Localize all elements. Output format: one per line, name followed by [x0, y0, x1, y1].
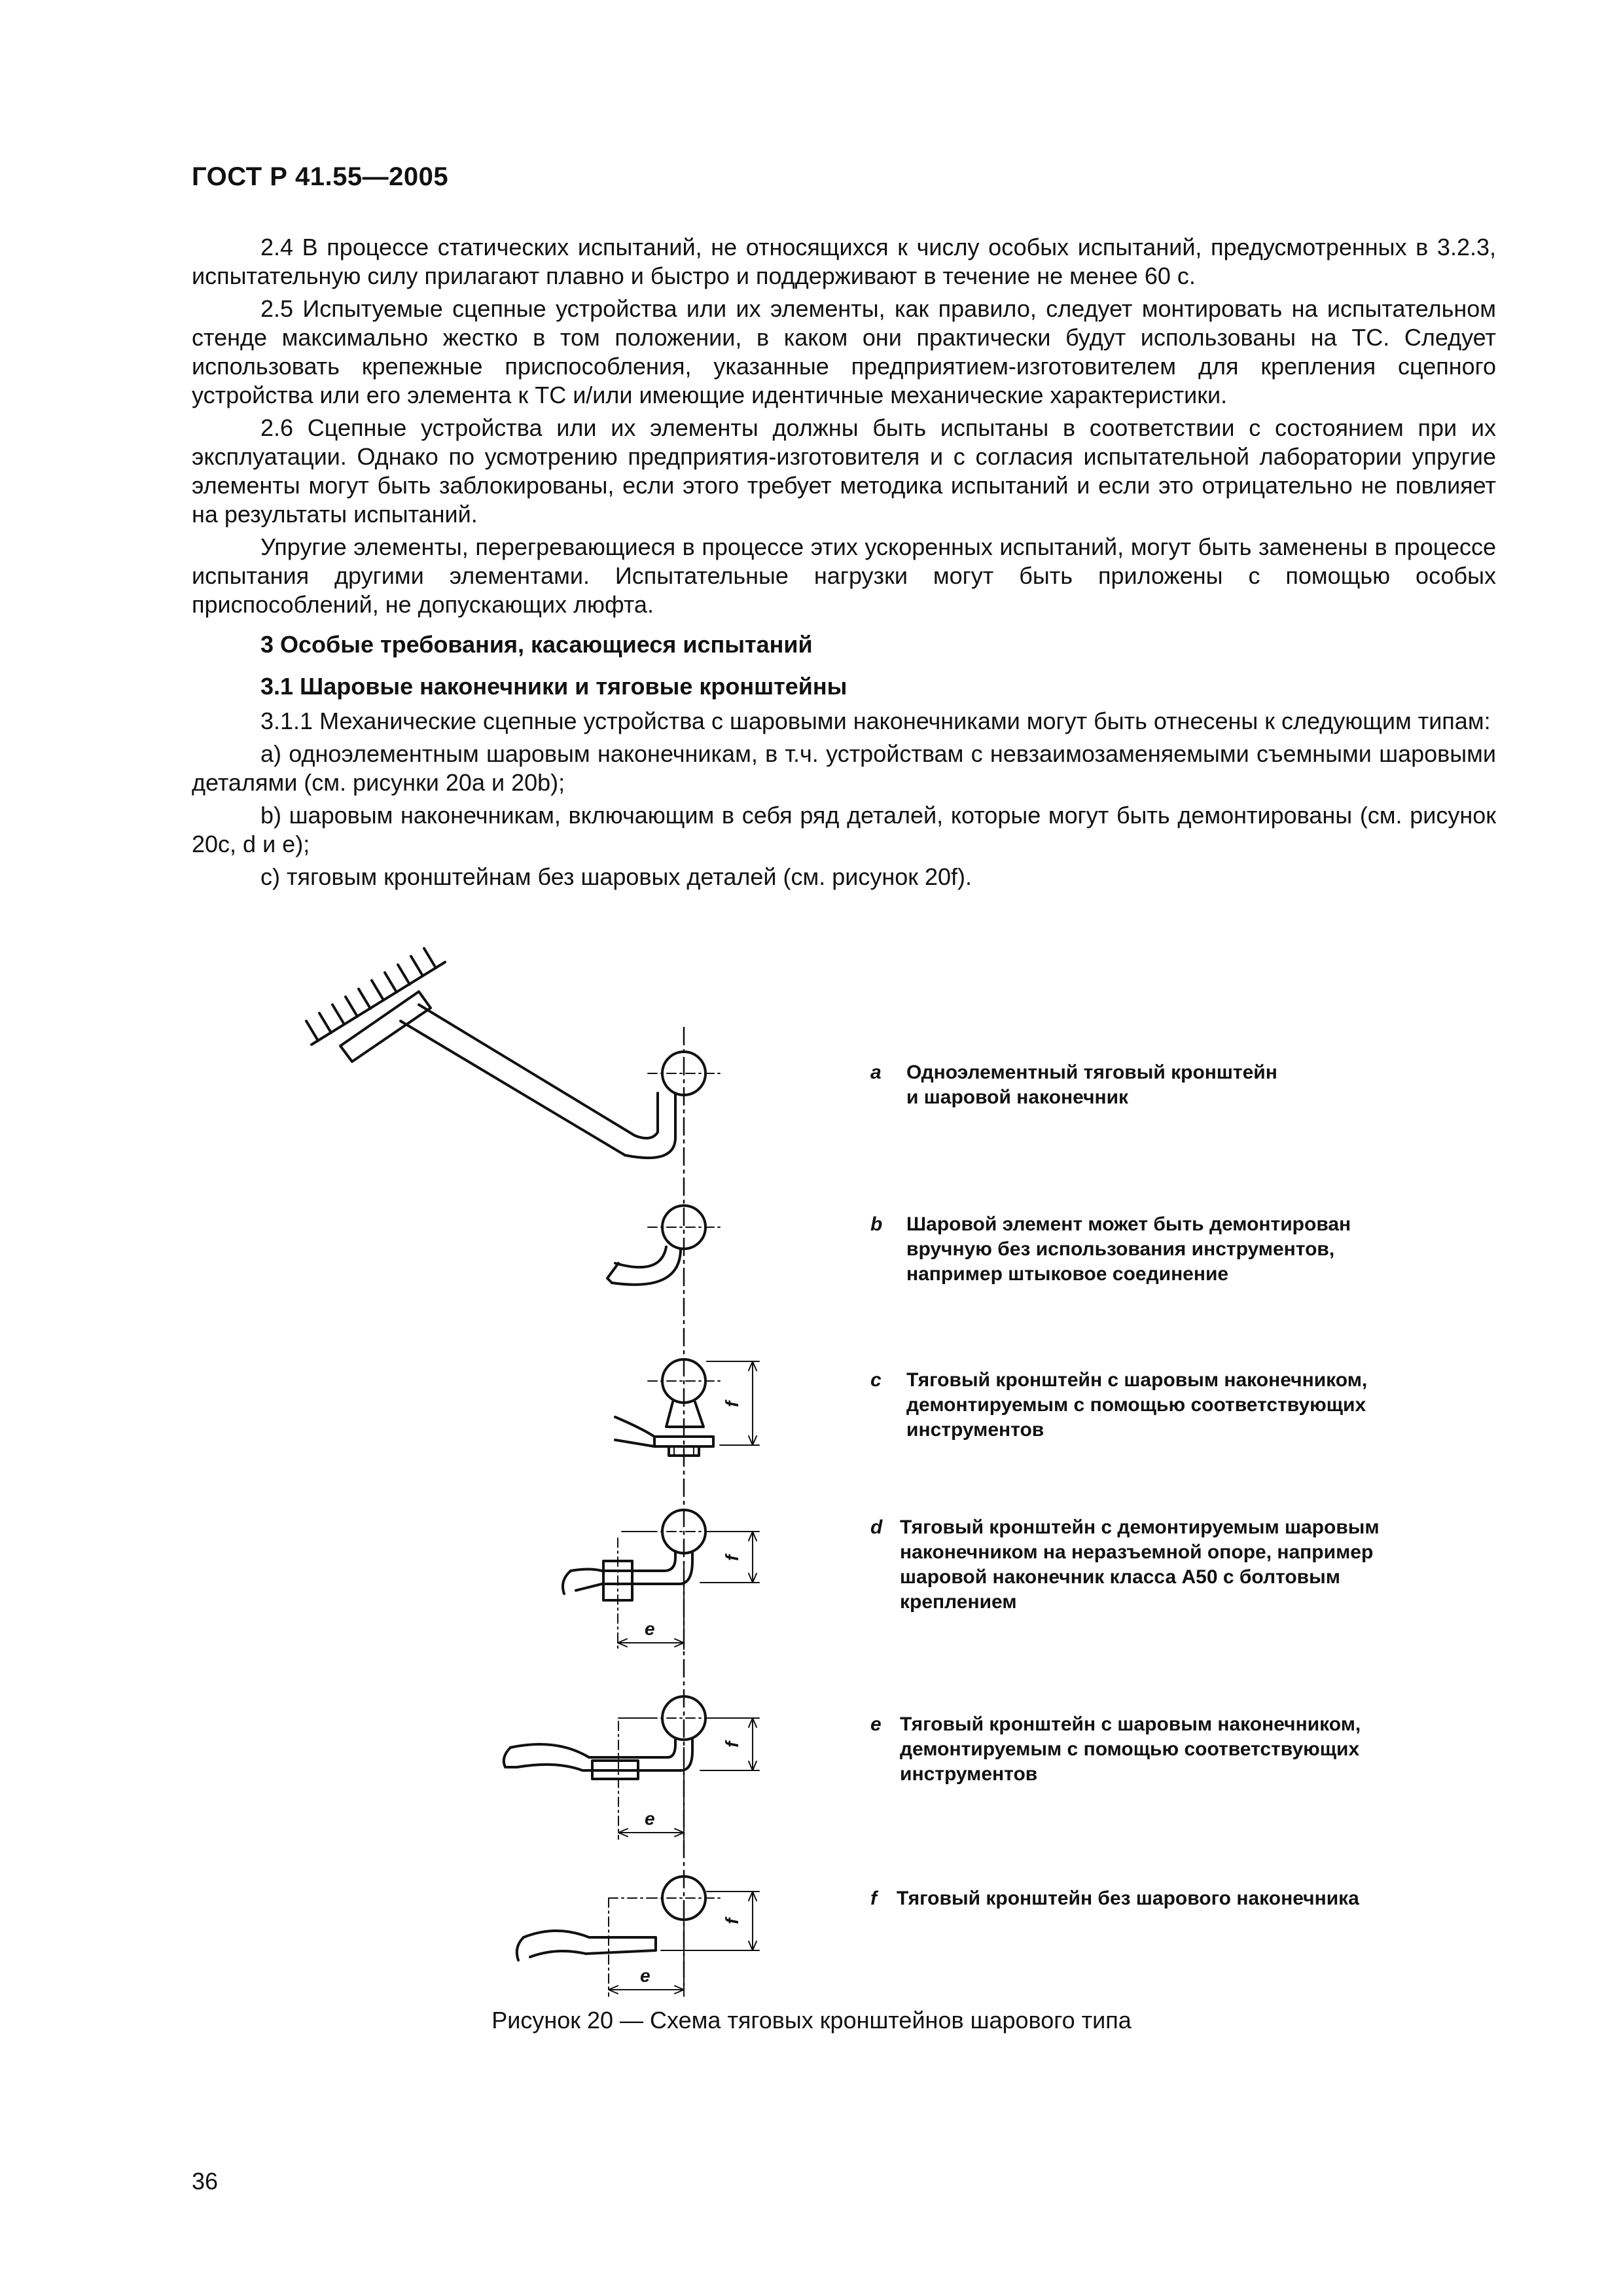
dim-label-f-c: f	[722, 1401, 742, 1407]
dim-label-e-e: e	[645, 1808, 655, 1829]
figure-drawing	[0, 916, 1623, 2042]
figure-caption: Рисунок 20 — Схема тяговых кронштейнов шарового типа	[491, 2007, 1132, 2034]
caption-e: e Тяговый кронштейн с шаровым наконечником, демонтируемым с помощью соответствующих инструментов	[870, 1713, 1361, 1785]
figure-20	[0, 916, 1623, 2042]
caption-a: a Одноэлементный тяговый кронштейн и шаровой наконечник	[870, 1062, 1277, 1108]
paragraph-2-4: 2.4 В процессе статических испытаний, не относящихся к числу особых испытаний, предусмотренных в 3.2.3, испытательную силу прилагают плавно и быстро и поддерживают в течение не менее 60 с.	[192, 234, 1496, 289]
drawing-e	[504, 1696, 759, 1839]
caption-f: f Тяговый кронштейн без шарового наконечника	[870, 1888, 1359, 1909]
body-text	[192, 233, 1496, 891]
paragraph-2-5: 2.5 Испытуемые сцепные устройства или их элементы, как правило, следует монтировать на испытательном стенде максимально жестко в том положении, в каком они практически будут использованы на ТС. Следует использовать крепежные приспособления, указанные предприятием-изготовителем для крепления сцепного устройства или его элемента к ТС и/или имеющие идентичные механические характеристики.	[192, 295, 1496, 408]
list-item-b: b) шаровым наконечникам, включающим в себя ряд деталей, которые могут быть демонтированы (см. рисунок 20c, d и e);	[192, 802, 1496, 857]
page-number: 36	[192, 2168, 219, 2195]
document-header: ГОСТ Р 41.55—2005	[192, 162, 449, 191]
list-item-a: a) одноэлементным шаровым наконечникам, в т.ч. устройствам с невзаимозаменяемыми съемными шаровыми деталями (см. рисунки 20a и 20b);	[192, 740, 1496, 796]
paragraph-3-1-1: 3.1.1 Механические сцепные устройства с шаровыми наконечниками могут быть отнесены к следующим типам:	[260, 708, 1491, 734]
drawing-b	[607, 1206, 720, 1285]
dim-label-f-d: f	[722, 1554, 742, 1561]
caption-c: c Тяговый кронштейн с шаровым наконечником, демонтируемым с помощью соответствующих инструментов	[870, 1369, 1368, 1441]
drawing-d	[563, 1510, 759, 1649]
caption-b: b Шаровой элемент может быть демонтирован вручную без использования инструментов, например штыковое соединение	[870, 1213, 1351, 1285]
section-heading-3: 3 Особые требования, касающиеся испытаний	[260, 631, 813, 658]
dim-label-e-d: e	[645, 1619, 655, 1639]
section-heading-3-1: 3.1 Шаровые наконечники и тяговые кронштейны	[260, 673, 847, 700]
paragraph-2-6: 2.6 Сцепные устройства или их элементы должны быть испытаны в соответствии с состоянием при их эксплуатации. Однако по усмотрению предприятия-изготовителя и с согласия испытательной лаборатории упругие элементы могут быть заблокированы, если этого требует методика испытаний и если это отрицательно не повлияет на результаты испытаний.	[192, 414, 1496, 528]
list-item-c: c) тяговым кронштейнам без шаровых деталей (см. рисунок 20f).	[260, 863, 972, 890]
dim-label-e-f: e	[640, 1965, 651, 1986]
caption-d: d Тяговый кронштейн с демонтируемым шаровым наконечником на неразъемной опоре, например шаровой наконечник класса А50 с болтовым креплением	[870, 1516, 1380, 1613]
dim-label-f-f: f	[722, 1918, 742, 1924]
drawing-f	[517, 1876, 759, 1996]
dim-label-f-e: f	[722, 1741, 742, 1748]
drawing-a	[306, 948, 720, 1158]
paragraph-elastic: Упругие элементы, перегревающиеся в процессе этих ускоренных испытаний, могут быть заменены в процессе испытания другими элементами. Испытательные нагрузки могут быть приложены с помощью особых приспособлений, не допускающих люфта.	[192, 533, 1496, 618]
